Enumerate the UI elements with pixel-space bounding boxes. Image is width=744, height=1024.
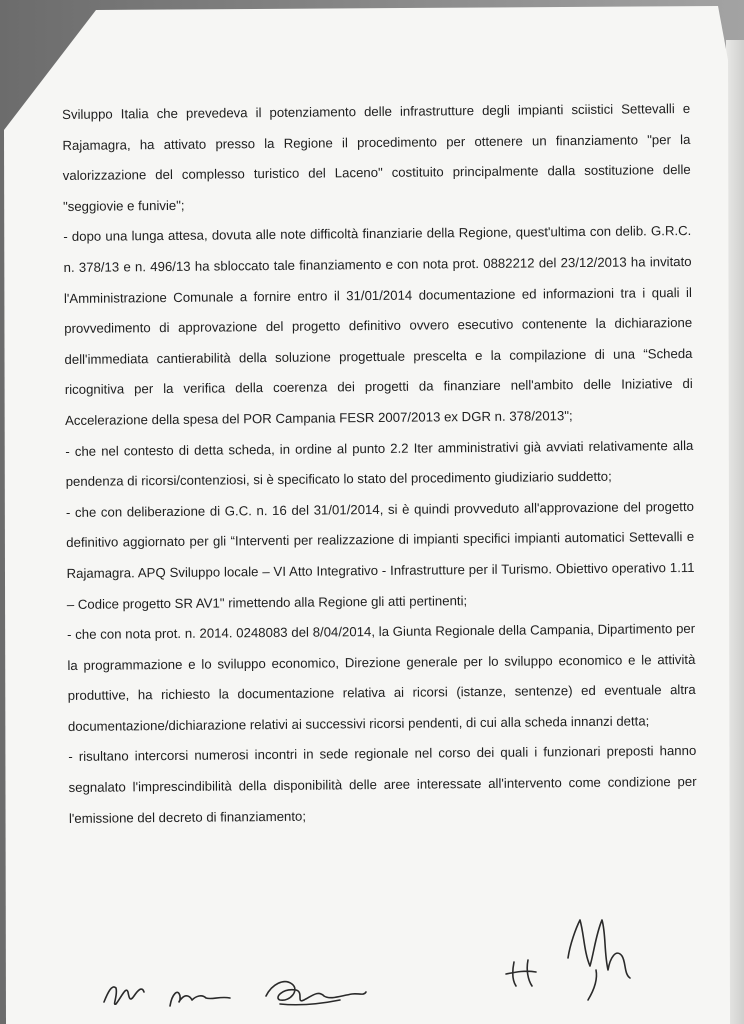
document-body	[62, 94, 697, 834]
paragraph-meetings: - risultano intercorsi numerosi incontri in sede regionale nel corso dei quali i funzionari preposti hanno segnalato l'imprescindibilità della disponibilità delle aree interessate all'intervento come condizione per l'emissione del decreto di finanziamento;	[68, 743, 697, 826]
paragraph-gc-deliberation: - che con deliberazione di G.C. n. 16 del 31/01/2014, si è quindi provveduto all'approvazione del progetto definitivo aggiornato per gli “Interventi per realizzazione di impianti specifici impianti automatici Settevalli e Rajamagra. APQ Sviluppo locale – VI Atto Integrativo - Infrastrutture per il Turismo. Obiettivo operativo 1.11 – Codice progetto SR AV1" rimettendo alla Regione gli atti pertinenti;	[65, 498, 695, 612]
paragraph-regional-note: - che con nota prot. n. 2014. 0248083 del 8/04/2014, la Giunta Regionale della Campania, Dipartimento per la programmazione e lo sviluppo economico, Direzione generale per lo sviluppo economico e le attività produttive, ha richiesto la documentazione relativa ai ricorsi (istanze, sentenze) ed eventuale altra documentazione/dichiarazione relativi ai successivi ricorsi pendenti, di cui alla scheda innanzi detta;	[67, 621, 696, 734]
paragraph-regional-unlock: - dopo una lunga attesa, dovuta alle note difficoltà finanziarie della Regione, quest'ultima con delib. G.R.C. n. 378/13 e n. 496/13 ha sbloccato tale finanziamento e con nota prot. 0882212 del 23/12/2013 ha invitato l'Amministrazione Comunale a fornire entro il 31/01/2014 documentazione ed informazioni tra i quali il provvedimento di approvazione del progetto definitivo ovvero esecutivo contenente la dichiarazione dell'immediata cantierabilità della soluzione progettuale prescelta e la compilazione di una “Scheda ricognitiva per la verifica della coerenza dei progetti da finanziare nell'ambito delle Iniziative di Accelerazione della spesa del POR Campania FESR 2007/2013 ex DGR n. 378/2013";	[63, 223, 693, 428]
paragraph-scheda-context: - che nel contesto di detta scheda, in ordine al punto 2.2 Iter amministrativi già avviati relativamente alla pendenza di ricorsi/contenziosi, si è specificato lo stato del procedimento giudiziario suddetto;	[65, 437, 694, 490]
paragraph-funding-request: Sviluppo Italia che prevedeva il potenziamento delle infrastrutture degli impianti sciistici Settevalli e Rajamagra, ha attivato presso la Regione il procedimento per ottenere un finanziamento "per la valorizzazione del complesso turistico del Laceno" costituito principalmente dalla sostituzione delle "seggiovie e funivie";	[62, 100, 691, 214]
